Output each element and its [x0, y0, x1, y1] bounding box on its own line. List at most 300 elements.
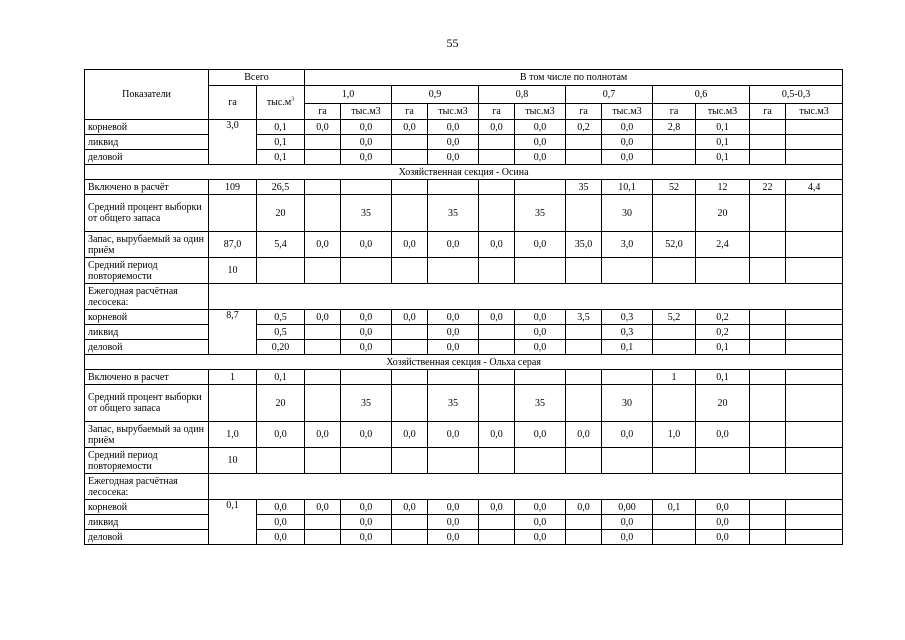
value-cell: [428, 180, 479, 195]
unit-header: тыс.м3: [341, 104, 392, 120]
value-cell: 0,0: [341, 530, 392, 545]
value-cell: 35: [428, 385, 479, 422]
value-cell: [479, 370, 515, 385]
value-cell: 1,0: [653, 422, 696, 448]
value-cell: [305, 195, 341, 232]
total-ha: 0,1: [209, 500, 257, 545]
value-cell: 0,0: [428, 515, 479, 530]
value-cell: [602, 370, 653, 385]
value-cell: [786, 515, 843, 530]
row-label: корневой: [85, 310, 209, 325]
value-cell: 0,0: [341, 232, 392, 258]
value-cell: 30: [602, 195, 653, 232]
value-cell: [750, 195, 786, 232]
table-row: [85, 135, 843, 150]
value-cell: [653, 150, 696, 165]
value-cell: 0,0: [515, 135, 566, 150]
value-cell: [696, 258, 750, 284]
value-cell: [750, 530, 786, 545]
value-cell: [479, 515, 515, 530]
value-cell: 0,0: [428, 150, 479, 165]
value-cell: 0,0: [479, 500, 515, 515]
value-cell: [392, 258, 428, 284]
value-cell: 0,0: [428, 530, 479, 545]
value-cell: [566, 150, 602, 165]
value-cell: [305, 370, 341, 385]
value-cell: 3,5: [566, 310, 602, 325]
value-cell: 20: [696, 385, 750, 422]
value-cell: 0,0: [392, 120, 428, 135]
value-cell: 0,0: [602, 120, 653, 135]
total-volume: 0,1: [257, 370, 305, 385]
value-cell: [257, 448, 305, 474]
value-cell: [566, 340, 602, 355]
value-cell: 0,0: [515, 120, 566, 135]
value-cell: 5,2: [653, 310, 696, 325]
value-cell: [786, 135, 843, 150]
value-cell: [479, 448, 515, 474]
value-cell: 0,0: [479, 232, 515, 258]
value-cell: 0,1: [602, 340, 653, 355]
table-row: [85, 180, 843, 195]
row-label: Включено в расчет: [85, 370, 209, 385]
unit-header: га: [392, 104, 428, 120]
value-cell: 30: [602, 385, 653, 422]
value-cell: 0,0: [392, 310, 428, 325]
value-cell: [750, 232, 786, 258]
value-cell: [786, 325, 843, 340]
value-cell: 0,1: [696, 340, 750, 355]
value-cell: 0,0: [428, 310, 479, 325]
table-row: [85, 310, 843, 325]
row-label: корневой: [85, 120, 209, 135]
table-row: [85, 120, 843, 135]
row-label: Ежегодная расчётная лесосека:: [85, 284, 209, 310]
value-cell: 35: [515, 195, 566, 232]
value-cell: 2,8: [653, 120, 696, 135]
table-row: [85, 150, 843, 165]
value-cell: [305, 515, 341, 530]
value-cell: [750, 120, 786, 135]
value-cell: 0,0: [602, 150, 653, 165]
value-cell: [566, 258, 602, 284]
table-row: [85, 385, 843, 422]
row-label: Запас, вырубаемый за один приём: [85, 422, 209, 448]
value-cell: [515, 448, 566, 474]
total-volume: 0,20: [257, 340, 305, 355]
value-cell: 0,2: [696, 325, 750, 340]
value-cell: 0,0: [602, 530, 653, 545]
table-row: [85, 370, 843, 385]
value-cell: [392, 385, 428, 422]
value-cell: [515, 370, 566, 385]
empty-span: [209, 474, 843, 500]
value-cell: [750, 422, 786, 448]
value-cell: 0,0: [515, 500, 566, 515]
value-cell: 35: [515, 385, 566, 422]
value-cell: 0,1: [696, 135, 750, 150]
value-cell: [750, 325, 786, 340]
total-volume: 0,1: [257, 135, 305, 150]
table-row: [85, 422, 843, 448]
value-cell: [750, 448, 786, 474]
header-indicators: Показатели: [85, 70, 209, 120]
value-cell: [786, 530, 843, 545]
value-cell: 22: [750, 180, 786, 195]
row-label: деловой: [85, 340, 209, 355]
value-cell: [786, 150, 843, 165]
value-cell: [750, 258, 786, 284]
value-cell: [479, 150, 515, 165]
row-label: ликвид: [85, 515, 209, 530]
row-label: Средний процент выборки от общего запаса: [85, 385, 209, 422]
value-cell: [786, 120, 843, 135]
table-row: [85, 340, 843, 355]
value-cell: [479, 325, 515, 340]
value-cell: [786, 258, 843, 284]
value-cell: [305, 150, 341, 165]
value-cell: [566, 135, 602, 150]
value-cell: 0,1: [653, 500, 696, 515]
value-cell: 0,0: [341, 340, 392, 355]
value-cell: [428, 258, 479, 284]
value-cell: [786, 340, 843, 355]
value-cell: [750, 385, 786, 422]
value-cell: [257, 258, 305, 284]
value-cell: 0,0: [602, 515, 653, 530]
value-cell: [786, 195, 843, 232]
value-cell: 0,0: [428, 500, 479, 515]
value-cell: 0,0: [341, 310, 392, 325]
value-cell: [305, 180, 341, 195]
value-cell: [786, 310, 843, 325]
value-cell: 0,0: [515, 150, 566, 165]
value-cell: 0,0: [515, 232, 566, 258]
value-cell: 0,0: [515, 515, 566, 530]
value-cell: 3,0: [602, 232, 653, 258]
value-cell: 0,0: [305, 500, 341, 515]
value-cell: [653, 515, 696, 530]
total-volume: 0,0: [257, 530, 305, 545]
value-cell: 0,0: [428, 232, 479, 258]
value-cell: 20: [696, 195, 750, 232]
value-cell: 0,0: [392, 500, 428, 515]
value-cell: [479, 385, 515, 422]
value-cell: [305, 530, 341, 545]
value-cell: [750, 515, 786, 530]
value-cell: 0,1: [696, 370, 750, 385]
value-cell: [515, 258, 566, 284]
table-row: [85, 195, 843, 232]
total-ha: [209, 195, 257, 232]
value-cell: 1: [653, 370, 696, 385]
value-cell: 0,0: [305, 232, 341, 258]
total-ha: 10: [209, 258, 257, 284]
value-cell: [341, 370, 392, 385]
value-cell: 35,0: [566, 232, 602, 258]
value-cell: 35: [341, 385, 392, 422]
total-ha: 10: [209, 448, 257, 474]
value-cell: [750, 310, 786, 325]
value-cell: 52,0: [653, 232, 696, 258]
row-label: ликвид: [85, 325, 209, 340]
density-header: 0,8: [479, 86, 566, 104]
value-cell: [479, 195, 515, 232]
header-total-volume: $тыс.м^3$: [257, 86, 305, 120]
section-title: Хозяйственная секция - Осина: [85, 165, 843, 180]
value-cell: [566, 515, 602, 530]
value-cell: [566, 325, 602, 340]
forest-allowance-table: [84, 69, 843, 545]
unit-header: га: [566, 104, 602, 120]
value-cell: 0,0: [341, 422, 392, 448]
empty-span: [209, 284, 843, 310]
value-cell: 0,0: [515, 325, 566, 340]
value-cell: 0,0: [602, 422, 653, 448]
value-cell: [392, 515, 428, 530]
unit-header: тыс.м3: [515, 104, 566, 120]
table-row: [85, 258, 843, 284]
value-cell: 0,2: [696, 310, 750, 325]
value-cell: [305, 448, 341, 474]
value-cell: 0,3: [602, 325, 653, 340]
value-cell: 35: [566, 180, 602, 195]
total-ha: 87,0: [209, 232, 257, 258]
value-cell: [786, 448, 843, 474]
value-cell: 0,0: [341, 325, 392, 340]
value-cell: 0,0: [696, 530, 750, 545]
value-cell: [566, 370, 602, 385]
value-cell: 0,0: [305, 120, 341, 135]
total-volume: 5,4: [257, 232, 305, 258]
value-cell: [653, 448, 696, 474]
value-cell: 0,0: [392, 232, 428, 258]
value-cell: 2,4: [696, 232, 750, 258]
value-cell: [392, 325, 428, 340]
value-cell: 0,3: [602, 310, 653, 325]
value-cell: [653, 325, 696, 340]
density-header: 1,0: [305, 86, 392, 104]
table-row: [85, 165, 843, 180]
value-cell: [566, 195, 602, 232]
value-cell: 0,0: [428, 422, 479, 448]
value-cell: [653, 530, 696, 545]
value-cell: [305, 385, 341, 422]
row-label: Запас, вырубаемый за один приём: [85, 232, 209, 258]
value-cell: [479, 530, 515, 545]
value-cell: 0,0: [428, 135, 479, 150]
value-cell: [602, 258, 653, 284]
row-label: деловой: [85, 530, 209, 545]
value-cell: 0,0: [428, 120, 479, 135]
value-cell: 0,0: [341, 120, 392, 135]
row-label: ликвид: [85, 135, 209, 150]
value-cell: [305, 258, 341, 284]
value-cell: 52: [653, 180, 696, 195]
value-cell: [392, 150, 428, 165]
value-cell: 0,0: [341, 515, 392, 530]
value-cell: [750, 340, 786, 355]
table-row: [85, 232, 843, 258]
total-volume: 26,5: [257, 180, 305, 195]
total-volume: 0,0: [257, 515, 305, 530]
unit-header: тыс.м3: [696, 104, 750, 120]
unit-header: тыс.м3: [428, 104, 479, 120]
value-cell: 0,0: [341, 500, 392, 515]
row-label: Средний процент выборки от общего запаса: [85, 195, 209, 232]
value-cell: 0,0: [696, 422, 750, 448]
value-cell: [653, 258, 696, 284]
total-volume: 0,0: [257, 422, 305, 448]
unit-header: га: [479, 104, 515, 120]
row-label: Средний период повторяемости: [85, 258, 209, 284]
table-row: [85, 474, 843, 500]
value-cell: [786, 370, 843, 385]
value-cell: [479, 258, 515, 284]
value-cell: 0,00: [602, 500, 653, 515]
table-row: [85, 500, 843, 515]
value-cell: 0,0: [696, 500, 750, 515]
value-cell: [653, 385, 696, 422]
value-cell: 0,0: [515, 530, 566, 545]
unit-header: га: [750, 104, 786, 120]
total-volume: 0,5: [257, 325, 305, 340]
value-cell: 0,0: [479, 310, 515, 325]
unit-header: га: [653, 104, 696, 120]
value-cell: [341, 448, 392, 474]
value-cell: 12: [696, 180, 750, 195]
value-cell: 0,0: [392, 422, 428, 448]
table-row: [85, 355, 843, 370]
value-cell: [341, 258, 392, 284]
value-cell: [392, 180, 428, 195]
value-cell: [750, 500, 786, 515]
table-row: [85, 530, 843, 545]
table-row: [85, 448, 843, 474]
total-volume: 0,5: [257, 310, 305, 325]
value-cell: [341, 180, 392, 195]
total-ha: 1,0: [209, 422, 257, 448]
value-cell: 0,0: [696, 515, 750, 530]
table-row: [85, 284, 843, 310]
table-row: [85, 515, 843, 530]
total-volume: 20: [257, 195, 305, 232]
value-cell: [786, 422, 843, 448]
value-cell: [515, 180, 566, 195]
value-cell: [305, 135, 341, 150]
density-header: 0,9: [392, 86, 479, 104]
value-cell: 0,0: [305, 310, 341, 325]
value-cell: 0,0: [479, 120, 515, 135]
value-cell: 0,0: [305, 422, 341, 448]
value-cell: [653, 195, 696, 232]
value-cell: [566, 530, 602, 545]
total-volume: 0,1: [257, 120, 305, 135]
value-cell: 0,0: [515, 340, 566, 355]
value-cell: [305, 340, 341, 355]
value-cell: 35: [341, 195, 392, 232]
value-cell: [392, 135, 428, 150]
value-cell: 0,0: [479, 422, 515, 448]
total-volume: 0,1: [257, 150, 305, 165]
density-header: 0,6: [653, 86, 750, 104]
value-cell: 0,0: [341, 135, 392, 150]
total-ha: 8,7: [209, 310, 257, 355]
value-cell: 10,1: [602, 180, 653, 195]
value-cell: [479, 340, 515, 355]
table-row: [85, 325, 843, 340]
total-volume: 20: [257, 385, 305, 422]
total-ha: 109: [209, 180, 257, 195]
value-cell: 0,0: [566, 500, 602, 515]
value-cell: [428, 370, 479, 385]
value-cell: [479, 135, 515, 150]
section-title: Хозяйственная секция - Ольха серая: [85, 355, 843, 370]
unit-header: га: [305, 104, 341, 120]
value-cell: [750, 135, 786, 150]
total-volume: 0,0: [257, 500, 305, 515]
value-cell: [392, 530, 428, 545]
value-cell: 0,1: [696, 150, 750, 165]
total-ha: 3,0: [209, 120, 257, 165]
unit-header: тыс.м3: [602, 104, 653, 120]
value-cell: [392, 195, 428, 232]
total-ha: 1: [209, 370, 257, 385]
density-header: 0,7: [566, 86, 653, 104]
row-label: Ежегодная расчётная лесосека:: [85, 474, 209, 500]
density-header: 0,5-0,3: [750, 86, 843, 104]
header-total-ha: га: [209, 86, 257, 120]
value-cell: [786, 232, 843, 258]
value-cell: [392, 370, 428, 385]
value-cell: 0,0: [566, 422, 602, 448]
value-cell: 0,0: [428, 325, 479, 340]
value-cell: [750, 370, 786, 385]
value-cell: 0,0: [515, 310, 566, 325]
value-cell: 0,1: [696, 120, 750, 135]
value-cell: [479, 180, 515, 195]
value-cell: 35: [428, 195, 479, 232]
header-including: В том числе по полнотам: [305, 70, 843, 86]
total-ha: [209, 385, 257, 422]
value-cell: [750, 150, 786, 165]
value-cell: [602, 448, 653, 474]
header-total: Всего: [209, 70, 305, 86]
value-cell: [392, 448, 428, 474]
page-number: 55: [446, 36, 459, 50]
value-cell: [305, 325, 341, 340]
value-cell: 0,0: [602, 135, 653, 150]
unit-header: тыс.м3: [786, 104, 843, 120]
value-cell: [696, 448, 750, 474]
row-label: деловой: [85, 150, 209, 165]
value-cell: [786, 500, 843, 515]
value-cell: [566, 448, 602, 474]
value-cell: [786, 385, 843, 422]
value-cell: [653, 135, 696, 150]
value-cell: [428, 448, 479, 474]
row-label: корневой: [85, 500, 209, 515]
value-cell: 4,4: [786, 180, 843, 195]
row-label: Средний период повторяемости: [85, 448, 209, 474]
value-cell: [566, 385, 602, 422]
row-label: Включено в расчёт: [85, 180, 209, 195]
value-cell: 0,2: [566, 120, 602, 135]
value-cell: 0,0: [428, 340, 479, 355]
value-cell: [392, 340, 428, 355]
value-cell: [653, 340, 696, 355]
value-cell: 0,0: [341, 150, 392, 165]
